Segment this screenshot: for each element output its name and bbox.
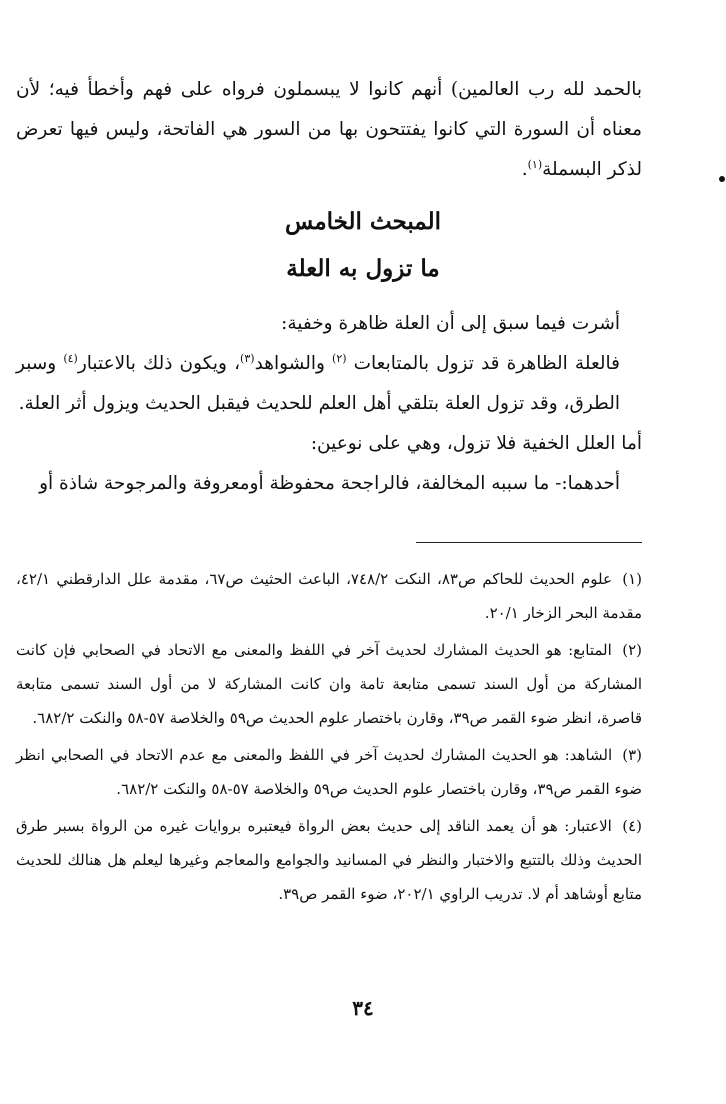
footnote-2	[16, 633, 642, 735]
footnote-number: (٤)	[622, 817, 642, 835]
section-title: ما تزول به العلة	[286, 255, 440, 282]
paragraph-end: .	[521, 159, 528, 180]
paragraph-text: وسبر الطرق، وقد تزول العلة بتلقي أهل العلم للحديث فيقبل الحديث ويزول أثر العلة.	[16, 353, 620, 414]
footnote-ref-1[interactable]: (١)	[527, 157, 543, 171]
paragraph-text: ، ويكون ذلك بالاعتبار	[77, 353, 241, 374]
footnote-ref-4[interactable]: (٤)	[63, 351, 78, 365]
footnote-ref-3[interactable]: (٣)	[240, 351, 255, 365]
footnote-4	[16, 809, 642, 911]
footnote-number: (٣)	[622, 746, 642, 764]
section-heading: المبحث الخامس	[285, 208, 441, 235]
footnote-1	[16, 562, 642, 630]
paragraph-intro: أشرت فيما سبق إلى أن العلة ظاهرة وخفية:	[281, 313, 620, 334]
footnote-3	[16, 738, 642, 806]
footnote-ref-2[interactable]: (٢)	[332, 351, 347, 365]
paragraph-first-type: أحدهما:- ما سببه المخالفة، فالراجحة محفوظة أومعروفة والمرجوحة شاذة أو	[39, 473, 620, 494]
page-number: ٣٤	[352, 996, 374, 1020]
footnote-number: (٢)	[622, 641, 642, 659]
section-body	[16, 304, 642, 504]
footnote-text: علوم الحديث للحاكم ص٨٣، النكت ٧٤٨/٢، الباعث الحثيث ص٦٧، مقدمة علل الدارقطني ٤٢/١، مقدمة البحر الزخار ٢٠/١.	[16, 570, 642, 622]
paragraph-text: بالحمد لله رب العالمين) أنهم كانوا لا يبسملون فرواه على فهم وأخطأ فيه؛ لأن معناه أن السورة التي كانوا يفتتحون بها من السور هي الفاتحة، وليس فيها تعرض لذكر البسملة	[16, 79, 642, 180]
footnotes	[16, 562, 642, 914]
footnote-text: الاعتبار: هو أن يعمد الناقد إلى حديث بعض الرواة فيعتبره بروايات غيره من الرواة بسبر طرق الحديث وذلك بالتتبع والاختبار والنظر في المسانيد والجوامع والمعاجم وغيرها ليعلم هل هنالك للحديث متابع أوشاهد أم لا. تدريب الراوي ٢٠٢/١، ضوء القمر ص٣٩.	[16, 817, 642, 903]
footnote-number: (١)	[622, 570, 642, 588]
paragraph-hidden-defect: أما العلل الخفية فلا تزول، وهي على نوعين:	[310, 433, 642, 454]
paragraph-text: والشواهد	[254, 353, 333, 374]
footnote-separator	[416, 542, 642, 543]
paragraph-text: فالعلة الظاهرة قد تزول بالمتابعات	[353, 353, 620, 374]
footnote-text: المتابع: هو الحديث المشارك لحديث آخر في اللفظ والمعنى مع الاتحاد في الصحابي فإن كانت المشاركة من أول السند تسمى متابعة تامة وان كانت المشاركة لا من أول السند تسمى متابعة قاصرة، انظر ضوء القمر ص٣٩، وقارن باختصار علوم الحديث ص٥٩ والخلاصة ٥٧-٥٨ والنكت ٦٨٢/٢.	[16, 641, 642, 727]
opening-paragraph	[16, 70, 642, 190]
opening-paragraph-text	[16, 70, 642, 190]
footnote-text: الشاهد: هو الحديث المشارك لحديث آخر في اللفظ والمعنى مع عدم الاتحاد في الصحابي انظر ضوء القمر ص٣٩، وقارن باختصار علوم الحديث ص٥٩ والخلاصة ٥٧-٥٨ والنكت ٦٨٢/٢.	[16, 746, 642, 798]
scan-mark	[719, 176, 725, 182]
paragraph-apparent-defect	[16, 344, 642, 424]
